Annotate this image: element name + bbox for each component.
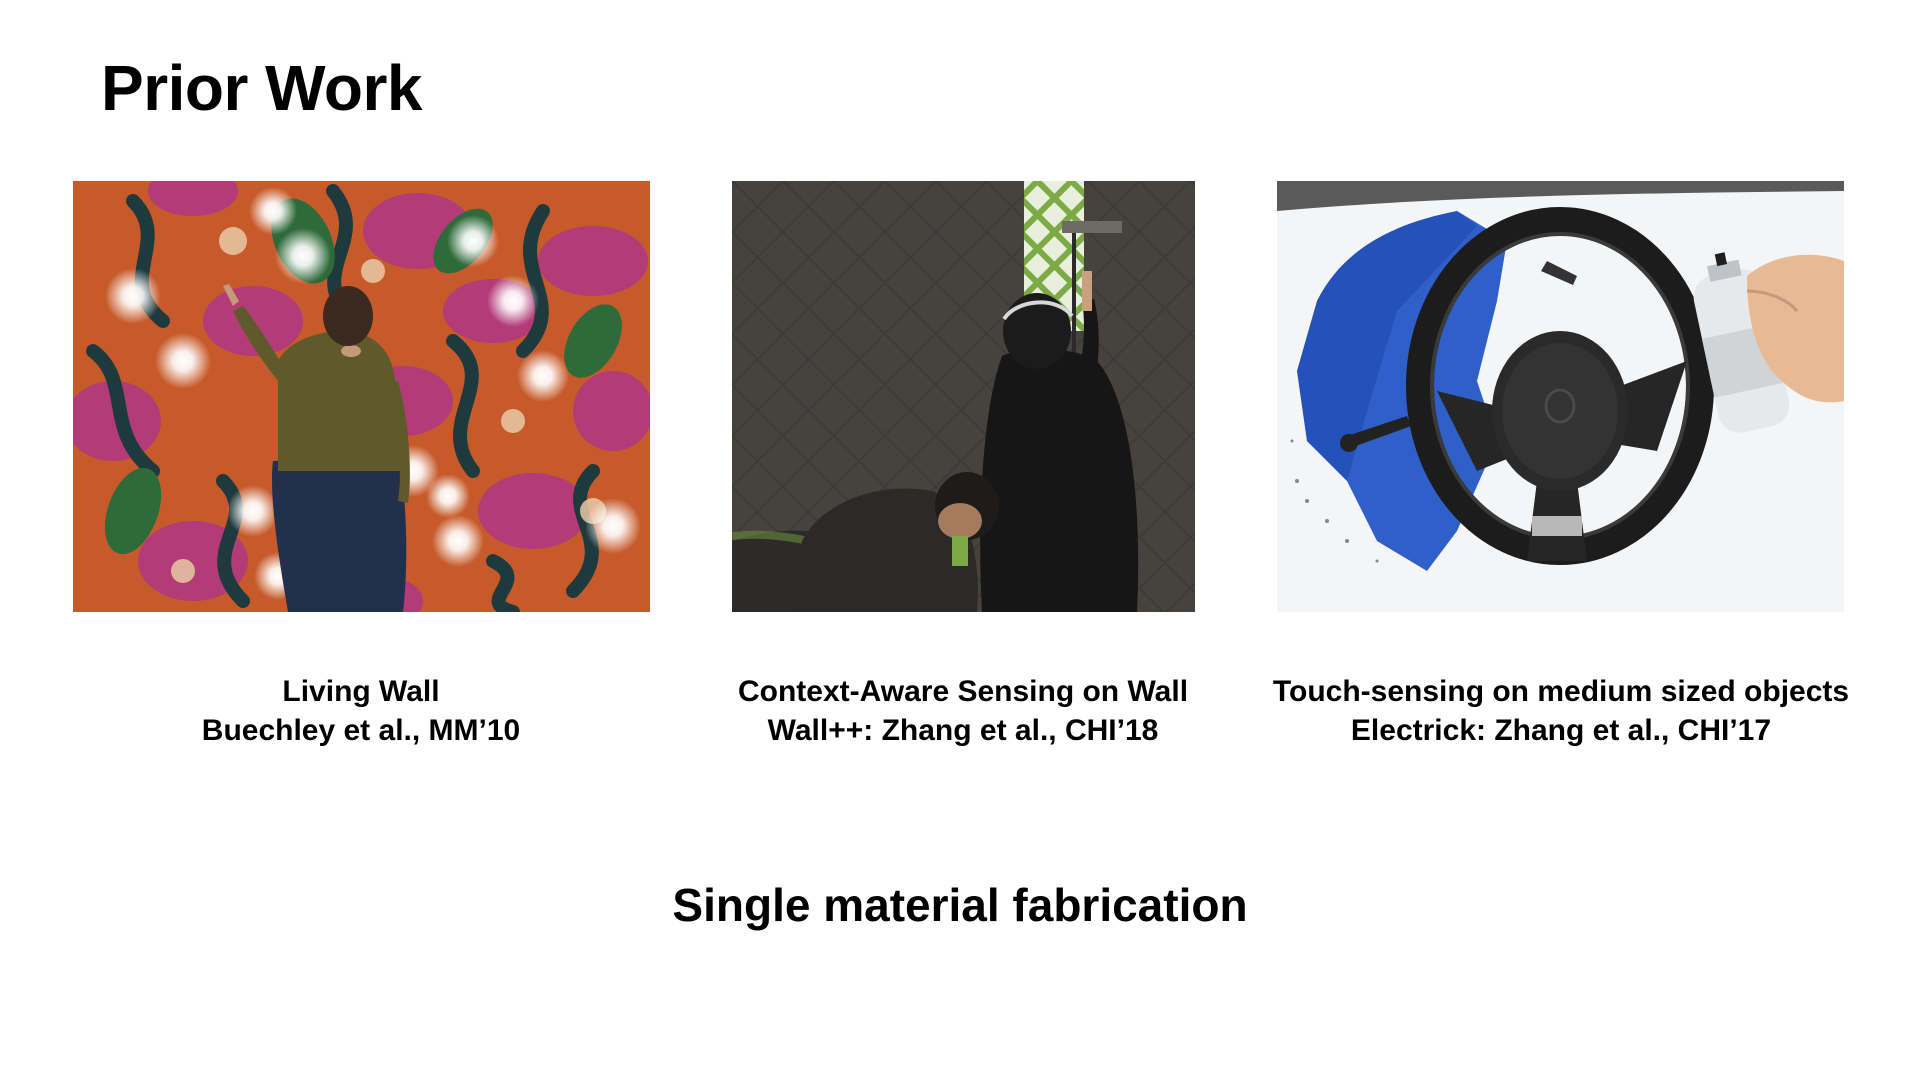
wall-plus-plus-citation: Wall++: Zhang et al., CHI’18 — [767, 714, 1159, 747]
slide-title: Prior Work — [101, 52, 422, 124]
wall-plus-plus-photo — [732, 181, 1195, 612]
living-wall-photo — [73, 181, 650, 612]
electrick-photo — [1277, 181, 1844, 612]
wall-plus-plus-title: Context-Aware Sensing on Wall — [737, 675, 1189, 708]
living-wall-title: Living Wall — [282, 675, 440, 708]
electrick-citation: Electrick: Zhang et al., CHI’17 — [1350, 714, 1772, 747]
electrick-title: Touch-sensing on medium sized objects — [1272, 675, 1850, 708]
living-wall-citation: Buechley et al., MM’10 — [201, 714, 521, 747]
slide-subtitle: Single material fabrication — [672, 879, 1248, 931]
